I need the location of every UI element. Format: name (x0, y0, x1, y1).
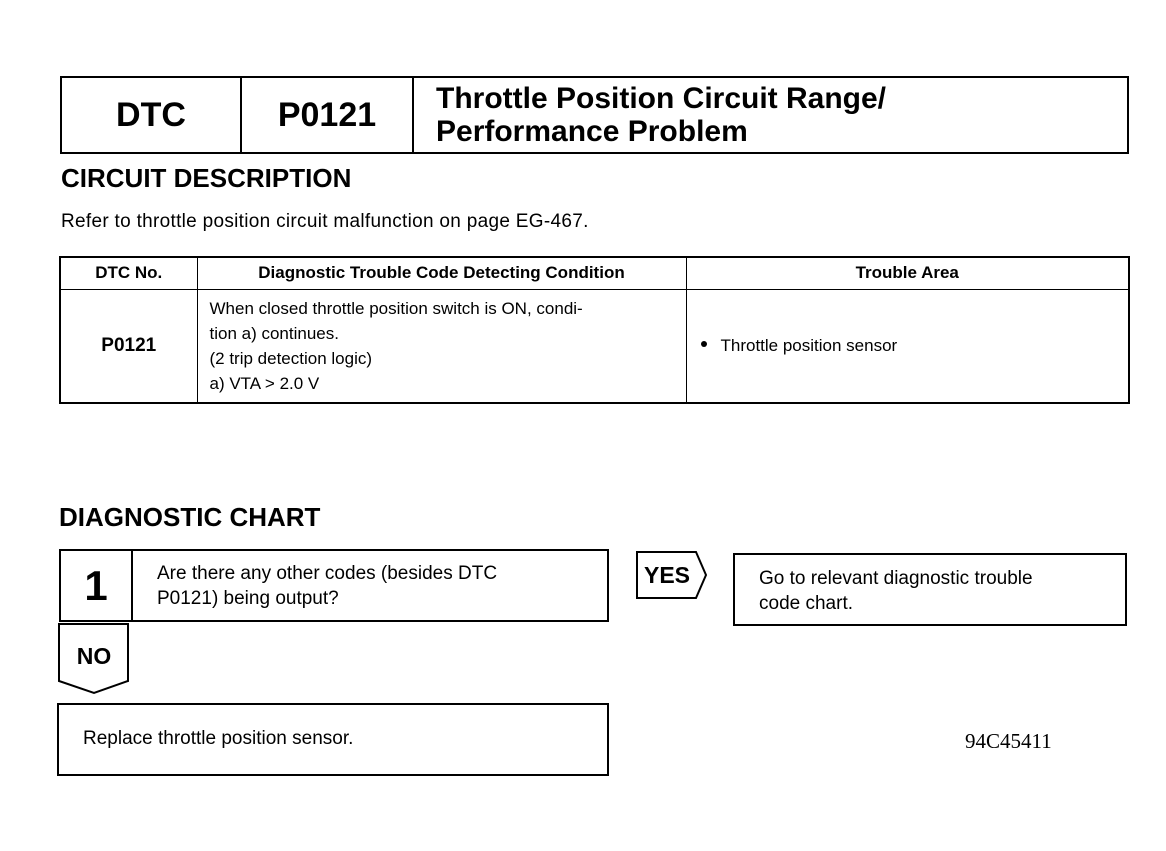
condition-line: a) VTA > 2.0 V (209, 373, 320, 393)
row-dtc-code: P0121 (60, 289, 197, 403)
yes-result-box (733, 553, 1127, 626)
condition-line: tion a) continues. (209, 323, 339, 343)
diagnostic-chart-heading: DIAGNOSTIC CHART (59, 502, 321, 532)
yes-result-line-1: Go to relevant diagnostic trouble (759, 568, 1033, 589)
step-question-line-2: P0121) being output? (157, 588, 339, 609)
table-row (60, 289, 1129, 403)
dtc-title-line-1: Throttle Position Circuit Range/ (436, 82, 887, 115)
no-arrow (58, 623, 130, 695)
yes-label: YES (643, 561, 691, 588)
bullet-icon (701, 341, 707, 347)
dtc-code: P0121 (242, 78, 414, 152)
no-result-text: Replace throttle position sensor. (83, 728, 354, 749)
step-question (133, 551, 607, 620)
trouble-area-text: Throttle position sensor (720, 335, 898, 355)
col-header-trouble-area: Trouble Area (686, 257, 1129, 289)
reference-number: 94C45411 (965, 729, 1052, 753)
dtc-title-line-2: Performance Problem (436, 115, 748, 148)
table-header-row (60, 257, 1129, 289)
dtc-label: DTC (62, 78, 242, 152)
dtc-condition-table (59, 256, 1130, 404)
condition-line: (2 trip detection logic) (209, 348, 373, 368)
col-header-condition: Diagnostic Trouble Code Detecting Condition (197, 257, 686, 289)
yes-arrow (636, 551, 708, 599)
circuit-description-text: Refer to throttle position circuit malfunction on page EG-467. (61, 211, 589, 232)
step-1-box (59, 549, 609, 622)
row-condition (197, 289, 686, 403)
row-trouble-area (686, 289, 1129, 403)
no-label: NO (76, 642, 112, 669)
step-question-line-1: Are there any other codes (besides DTC (157, 563, 498, 584)
no-result-box (57, 703, 609, 776)
col-header-dtc-no: DTC No. (60, 257, 197, 289)
circuit-description-heading: CIRCUIT DESCRIPTION (61, 163, 352, 193)
condition-line: When closed throttle position switch is ON, condi- (209, 298, 583, 318)
dtc-title (414, 78, 1127, 152)
step-number: 1 (61, 551, 133, 620)
yes-result-line-2: code chart. (759, 593, 853, 614)
dtc-header (60, 76, 1129, 154)
